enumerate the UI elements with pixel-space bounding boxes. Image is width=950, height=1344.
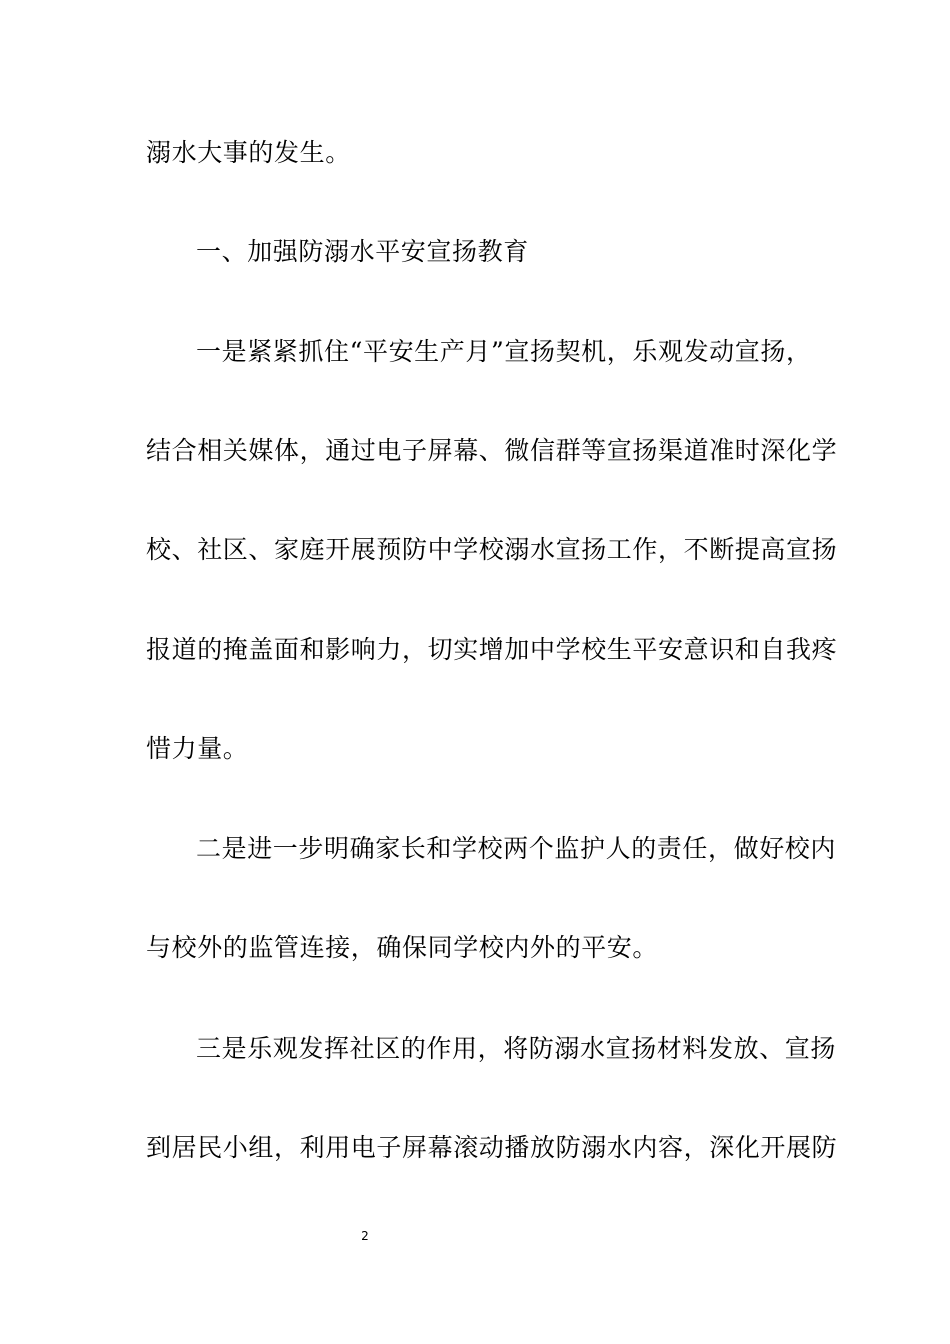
paragraph-line: 与校外的监管连接，确保同学校内外的平安。 <box>146 933 659 962</box>
paragraph-line: 到居民小组，利用电子屏幕滚动播放防溺水内容，深化开展防 <box>146 1133 838 1162</box>
paragraph-line: 校、社区、家庭开展预防中学校溺水宣扬工作，不断提高宣扬 <box>146 535 838 564</box>
page-number: 2 <box>361 1229 369 1243</box>
paragraph-line: 三是乐观发挥社区的作用，将防溺水宣扬材料发放、宣扬 <box>196 1034 837 1063</box>
paragraph-line: 一是紧紧抓住“平安生产月”宣扬契机，乐观发动宣扬， <box>196 337 812 366</box>
paragraph-line: 二是进一步明确家长和学校两个监护人的责任，做好校内 <box>196 834 837 863</box>
paragraph-line: 溺水大事的发生。 <box>146 138 351 167</box>
section-heading: 一、加强防溺水平安宣扬教育 <box>196 237 529 266</box>
paragraph-line: 结合相关媒体，通过电子屏幕、微信群等宣扬渠道准时深化学 <box>146 436 838 465</box>
paragraph-line: 惜力量。 <box>146 734 249 763</box>
paragraph-line: 报道的掩盖面和影响力，切实增加中学校生平安意识和自我疼 <box>146 635 838 664</box>
